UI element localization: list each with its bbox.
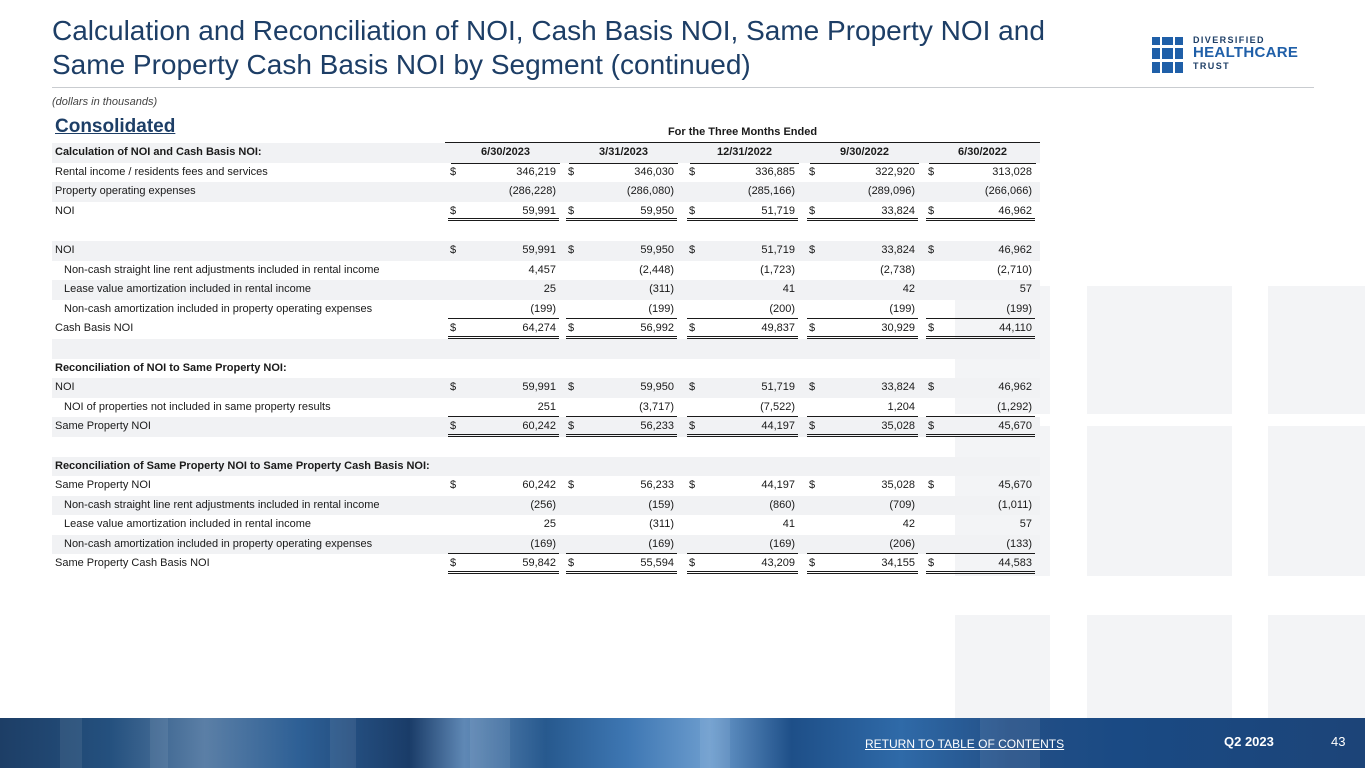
- cell-value: 35,028: [881, 420, 915, 433]
- value-cell: [687, 476, 798, 496]
- value-cell: [566, 378, 677, 398]
- cell-value: 33,824: [881, 381, 915, 394]
- cell-value: 33,824: [881, 204, 915, 217]
- value-cell: [926, 261, 1035, 281]
- logo-line-1: DIVERSIFIED: [1193, 35, 1265, 45]
- cell-value: (286,228): [508, 185, 556, 198]
- row-label: NOI: [55, 243, 75, 256]
- row-label: NOI: [55, 381, 75, 394]
- value-cell: [566, 280, 677, 300]
- value-cell: [807, 241, 918, 261]
- cell-value: 46,962: [998, 381, 1032, 394]
- row-label: Lease value amortization included in rental income: [64, 518, 312, 531]
- cell-value: (133): [1006, 537, 1032, 550]
- table-row: [52, 163, 1040, 183]
- cell-value: (200): [769, 302, 795, 315]
- value-cell: [926, 163, 1035, 183]
- column-header: 12/31/2022: [690, 143, 799, 164]
- cell-value: 34,155: [881, 557, 915, 570]
- cell-value: 59,950: [640, 243, 674, 256]
- dollar-sign: $: [450, 557, 457, 570]
- value-cell: [566, 319, 677, 339]
- logo-line-3: TRUST: [1193, 61, 1230, 71]
- value-cell: [926, 241, 1035, 261]
- cell-value: (860): [769, 498, 795, 511]
- value-cell: [448, 163, 559, 183]
- table-row: [52, 515, 1040, 535]
- cell-value: 1,204: [887, 400, 915, 413]
- value-cell: [926, 319, 1035, 339]
- cell-value: (311): [649, 518, 674, 531]
- dollar-sign: $: [689, 557, 696, 570]
- value-cell: [687, 378, 798, 398]
- company-logo: [1152, 34, 1322, 76]
- cell-value: (311): [649, 283, 674, 296]
- column-header: 6/30/2022: [929, 143, 1036, 164]
- cell-value: (266,066): [984, 185, 1032, 198]
- dollar-sign: $: [689, 322, 696, 335]
- page-title: Calculation and Reconciliation of NOI, Cash Basis NOI, Same Property NOI and Same Property Cash Basis NOI by Segment (continued): [52, 15, 1045, 80]
- value-cell: [807, 261, 918, 281]
- cell-value: 51,719: [761, 381, 795, 394]
- table-row: [52, 554, 1040, 574]
- dollar-sign: $: [450, 204, 457, 217]
- value-cell: [566, 515, 677, 535]
- table-row: [52, 398, 1040, 418]
- table-row: [52, 241, 1040, 261]
- row-label: Property operating expenses: [55, 185, 196, 198]
- table-row: [52, 202, 1040, 222]
- value-cell: [807, 163, 918, 183]
- table-row: [52, 476, 1040, 496]
- value-cell: [687, 261, 798, 281]
- value-cell: [448, 378, 559, 398]
- dollar-sign: $: [809, 557, 816, 570]
- value-cell: [687, 319, 798, 339]
- table-row: [52, 359, 1040, 379]
- value-cell: [566, 261, 677, 281]
- value-cell: [926, 300, 1035, 320]
- dollar-sign: $: [568, 381, 575, 394]
- cell-value: 64,274: [522, 322, 556, 335]
- cell-value: (169): [769, 537, 795, 550]
- dollar-sign: $: [450, 381, 457, 394]
- spacer-row: [52, 221, 1040, 241]
- value-cell: [448, 417, 559, 437]
- cell-value: (285,166): [747, 185, 795, 198]
- dollar-sign: $: [928, 322, 935, 335]
- dollar-sign: $: [450, 479, 457, 492]
- value-cell: [448, 476, 559, 496]
- value-cell: [926, 280, 1035, 300]
- row-label: Same Property NOI: [55, 479, 151, 492]
- value-cell: [687, 163, 798, 183]
- row-label: Cash Basis NOI: [55, 322, 134, 335]
- cell-value: 59,991: [522, 243, 556, 256]
- value-cell: [926, 496, 1035, 516]
- row-label: Non-cash straight line rent adjustments included in rental income: [64, 498, 380, 511]
- logo-grid-icon: [1152, 37, 1188, 73]
- cell-value: 251: [537, 400, 556, 413]
- dollar-sign: $: [928, 204, 935, 217]
- dollar-sign: $: [568, 479, 575, 492]
- cell-value: 42: [902, 518, 915, 531]
- value-cell: [807, 515, 918, 535]
- row-label: Non-cash amortization included in property operating expenses: [64, 302, 373, 315]
- cell-value: 25: [543, 283, 556, 296]
- value-cell: [926, 398, 1035, 418]
- value-cell: [807, 300, 918, 320]
- cell-value: (169): [648, 537, 674, 550]
- cell-value: 346,219: [516, 165, 556, 178]
- table-header-label: Calculation of NOI and Cash Basis NOI:: [55, 146, 262, 158]
- row-label: Lease value amortization included in rental income: [64, 283, 312, 296]
- cell-value: 59,950: [640, 381, 674, 394]
- value-cell: [807, 496, 918, 516]
- quarter-label: Q2 2023: [1224, 734, 1274, 749]
- dollar-sign: $: [568, 322, 575, 335]
- value-cell: [926, 554, 1035, 574]
- value-cell: [926, 417, 1035, 437]
- cell-value: (169): [530, 537, 556, 550]
- cell-value: (1,011): [997, 498, 1032, 511]
- cell-value: (159): [648, 498, 674, 511]
- return-to-toc-link[interactable]: RETURN TO TABLE OF CONTENTS: [865, 737, 1065, 751]
- dollar-sign: $: [689, 243, 696, 256]
- cell-value: 60,242: [522, 479, 556, 492]
- dollar-sign: $: [568, 420, 575, 433]
- value-cell: [448, 515, 559, 535]
- value-cell: [566, 163, 677, 183]
- cell-value: 49,837: [761, 322, 795, 335]
- value-cell: [448, 398, 559, 418]
- dollar-sign: $: [450, 420, 457, 433]
- row-label: NOI of properties not included in same property results: [64, 400, 331, 413]
- value-cell: [807, 280, 918, 300]
- dollar-sign: $: [568, 557, 575, 570]
- value-cell: [807, 476, 918, 496]
- cell-value: (199): [530, 302, 556, 315]
- cell-value: (199): [889, 302, 915, 315]
- value-cell: [687, 202, 798, 222]
- cell-value: 4,457: [528, 263, 556, 276]
- cell-value: 25: [543, 518, 556, 531]
- value-cell: [926, 535, 1035, 555]
- dollar-sign: $: [450, 322, 457, 335]
- value-cell: [566, 241, 677, 261]
- cell-value: 46,962: [998, 243, 1032, 256]
- value-cell: [687, 241, 798, 261]
- cell-value: 56,233: [640, 420, 674, 433]
- dollar-sign: $: [809, 204, 816, 217]
- value-cell: [926, 515, 1035, 535]
- cell-value: 33,824: [881, 243, 915, 256]
- cell-value: (2,738): [880, 263, 915, 276]
- noi-table: [52, 143, 1040, 574]
- dollar-sign: $: [928, 479, 935, 492]
- row-label: NOI: [55, 204, 75, 217]
- cell-value: 51,719: [761, 243, 795, 256]
- dollar-sign: $: [809, 165, 816, 178]
- cell-value: 41: [782, 518, 795, 531]
- value-cell: [448, 319, 559, 339]
- cell-value: (709): [889, 498, 915, 511]
- value-cell: [926, 202, 1035, 222]
- cell-value: 60,242: [522, 420, 556, 433]
- column-header: 9/30/2022: [810, 143, 919, 164]
- dollar-sign: $: [928, 557, 935, 570]
- column-header: 3/31/2023: [569, 143, 678, 164]
- cell-value: 59,950: [640, 204, 674, 217]
- value-cell: [566, 300, 677, 320]
- value-cell: [687, 280, 798, 300]
- cell-value: 313,028: [992, 165, 1032, 178]
- value-cell: [807, 319, 918, 339]
- table-row: [52, 535, 1040, 555]
- value-cell: [448, 300, 559, 320]
- cell-value: 42: [902, 283, 915, 296]
- dollar-sign: $: [809, 322, 816, 335]
- value-cell: [807, 398, 918, 418]
- value-cell: [566, 182, 677, 202]
- value-cell: [926, 476, 1035, 496]
- cell-value: 43,209: [761, 557, 795, 570]
- dollar-sign: $: [928, 420, 935, 433]
- cell-value: 59,991: [522, 381, 556, 394]
- cell-value: 44,197: [761, 420, 795, 433]
- row-label: Non-cash amortization included in property operating expenses: [64, 537, 373, 550]
- cell-value: 41: [782, 283, 795, 296]
- row-label: Rental income / residents fees and services: [55, 165, 268, 178]
- dollar-sign: $: [689, 479, 696, 492]
- value-cell: [687, 398, 798, 418]
- value-cell: [807, 554, 918, 574]
- cell-value: 44,197: [761, 479, 795, 492]
- logo-text: [1193, 35, 1298, 71]
- value-cell: [566, 476, 677, 496]
- value-cell: [566, 496, 677, 516]
- logo-line-2: HEALTHCARE: [1193, 44, 1299, 61]
- dollar-sign: $: [809, 381, 816, 394]
- table-row: [52, 261, 1040, 281]
- cell-value: 322,920: [875, 165, 915, 178]
- value-cell: [926, 182, 1035, 202]
- cell-value: 44,110: [999, 322, 1032, 335]
- value-cell: [566, 554, 677, 574]
- value-cell: [807, 378, 918, 398]
- row-label: Non-cash straight line rent adjustments included in rental income: [64, 263, 380, 276]
- period-header: For the Three Months Ended: [445, 126, 1040, 143]
- value-cell: [566, 398, 677, 418]
- cell-value: (2,448): [639, 263, 674, 276]
- dollar-sign: $: [928, 165, 935, 178]
- value-cell: [566, 202, 677, 222]
- value-cell: [687, 535, 798, 555]
- column-header: 6/30/2023: [451, 143, 560, 164]
- value-cell: [687, 417, 798, 437]
- table-row: [52, 182, 1040, 202]
- value-cell: [566, 417, 677, 437]
- cell-value: 51,719: [761, 204, 795, 217]
- cell-value: 45,670: [998, 420, 1032, 433]
- value-cell: [687, 554, 798, 574]
- cell-value: 30,929: [881, 322, 915, 335]
- footer-bar: [0, 718, 1365, 768]
- cell-value: (1,723): [760, 263, 795, 276]
- value-cell: [807, 535, 918, 555]
- cell-value: 346,030: [634, 165, 674, 178]
- title-divider: [52, 87, 1314, 88]
- cell-value: 46,962: [998, 204, 1032, 217]
- dollar-sign: $: [689, 381, 696, 394]
- spacer-row: [52, 339, 1040, 359]
- page-number: 43: [1331, 734, 1346, 749]
- cell-value: (256): [530, 498, 556, 511]
- value-cell: [807, 202, 918, 222]
- cell-value: 45,670: [998, 479, 1032, 492]
- cell-value: (7,522): [760, 400, 795, 413]
- cell-value: 55,594: [640, 557, 674, 570]
- cell-value: (1,292): [997, 400, 1032, 413]
- value-cell: [448, 280, 559, 300]
- cell-value: (3,717): [639, 400, 674, 413]
- section-title: Consolidated: [55, 116, 176, 137]
- cell-value: 336,885: [755, 165, 795, 178]
- row-label: Reconciliation of Same Property NOI to Same Property Cash Basis NOI:: [55, 459, 430, 472]
- dollar-sign: $: [809, 479, 816, 492]
- cell-value: 56,233: [640, 479, 674, 492]
- value-cell: [687, 515, 798, 535]
- cell-value: 57: [1019, 283, 1032, 296]
- cell-value: 59,991: [522, 204, 556, 217]
- cell-value: (206): [889, 537, 915, 550]
- cell-value: (199): [648, 302, 674, 315]
- units-note: (dollars in thousands): [52, 96, 158, 108]
- value-cell: [448, 241, 559, 261]
- value-cell: [926, 378, 1035, 398]
- value-cell: [687, 182, 798, 202]
- spacer-row: [52, 437, 1040, 457]
- dollar-sign: $: [928, 381, 935, 394]
- cell-value: (2,710): [997, 263, 1032, 276]
- cell-value: 44,583: [998, 557, 1032, 570]
- row-label: Same Property NOI: [55, 420, 151, 433]
- dollar-sign: $: [809, 420, 816, 433]
- table-row: [52, 300, 1040, 320]
- value-cell: [448, 261, 559, 281]
- cell-value: 56,992: [640, 322, 674, 335]
- row-label: Reconciliation of NOI to Same Property NOI:: [55, 361, 287, 374]
- table-row: [52, 417, 1040, 437]
- table-row: [52, 378, 1040, 398]
- dollar-sign: $: [689, 165, 696, 178]
- dollar-sign: $: [450, 243, 457, 256]
- dollar-sign: $: [689, 204, 696, 217]
- dollar-sign: $: [689, 420, 696, 433]
- table-row: [52, 280, 1040, 300]
- value-cell: [448, 202, 559, 222]
- value-cell: [448, 496, 559, 516]
- cell-value: 57: [1019, 518, 1032, 531]
- table-row: [52, 457, 1040, 477]
- cell-value: 59,842: [522, 557, 556, 570]
- row-label: Same Property Cash Basis NOI: [55, 557, 210, 570]
- dollar-sign: $: [568, 204, 575, 217]
- dollar-sign: $: [450, 165, 457, 178]
- table-row: [52, 496, 1040, 516]
- table-header-row: [52, 143, 1040, 163]
- cell-value: (199): [1006, 302, 1032, 315]
- cell-value: (289,096): [867, 185, 915, 198]
- value-cell: [687, 300, 798, 320]
- value-cell: [448, 182, 559, 202]
- value-cell: [448, 554, 559, 574]
- value-cell: [807, 417, 918, 437]
- dollar-sign: $: [568, 165, 575, 178]
- dollar-sign: $: [928, 243, 935, 256]
- dollar-sign: $: [809, 243, 816, 256]
- cell-value: 35,028: [881, 479, 915, 492]
- table-row: [52, 319, 1040, 339]
- dollar-sign: $: [568, 243, 575, 256]
- cell-value: (286,080): [626, 185, 674, 198]
- value-cell: [566, 535, 677, 555]
- value-cell: [448, 535, 559, 555]
- value-cell: [807, 182, 918, 202]
- value-cell: [687, 496, 798, 516]
